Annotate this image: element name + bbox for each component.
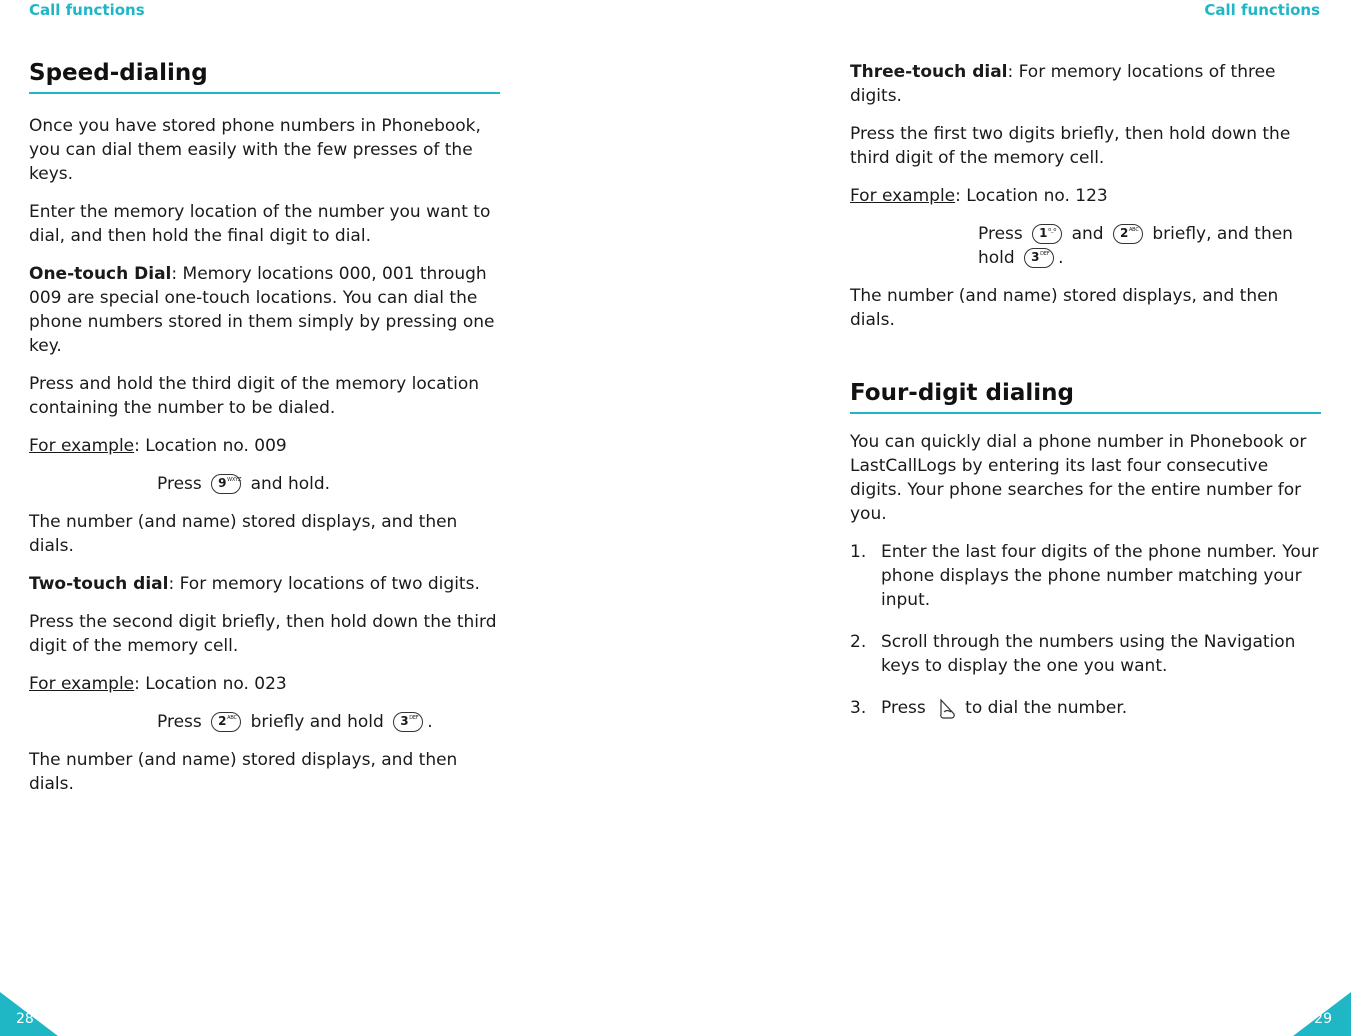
key-letters: o_o — [1048, 227, 1057, 233]
middle-text: briefly and hold — [250, 712, 384, 732]
briefly-text: briefly, and then — [1152, 224, 1293, 244]
key-letters: ABC — [1128, 227, 1139, 233]
example-line — [850, 184, 1321, 208]
key-digit: 2 — [1119, 226, 1129, 240]
paragraph: Press and hold the third digit of the memory location containing the number to be dialed. — [29, 374, 480, 418]
three-touch-paragraph — [850, 60, 1321, 108]
example-label: For example — [29, 674, 135, 694]
after-text: and hold. — [250, 474, 331, 494]
key-letters: WXYZ — [227, 477, 242, 483]
page-number-right: 29 — [1314, 1011, 1332, 1027]
after-text: to dial the number. — [965, 698, 1128, 718]
step-number: 2. — [850, 632, 867, 652]
step-number: 1. — [850, 542, 867, 562]
key-letters: DEF — [409, 715, 419, 721]
key-1-icon — [1032, 224, 1062, 244]
list-item — [850, 696, 1321, 721]
example-value: : Location no. 023 — [134, 674, 287, 694]
and-text: and — [1071, 224, 1104, 244]
steps-list — [850, 540, 1321, 721]
press-text: Press — [978, 224, 1023, 244]
section-title-four-digit-dialing: Four-digit dialing — [850, 378, 1321, 414]
term-description: : Memory locations 000, 001 through 009 are special one-touch locations. You can dial the phone numbers stored in them simply by pressing one key. — [29, 264, 495, 356]
paragraph: Press the second digit briefly, then hold down the third digit of the memory cell. — [29, 612, 497, 656]
example-value: : Location no. 009 — [134, 436, 287, 456]
paragraph: Once you have stored phone numbers in Phonebook, you can dial them easily with the few presses of the keys. — [29, 116, 481, 184]
key-2-icon — [211, 712, 241, 732]
term: Two-touch dial — [29, 574, 169, 594]
example-instruction — [29, 472, 500, 496]
paragraph: The number (and name) stored displays, and then dials. — [29, 750, 458, 794]
example-instruction — [850, 222, 1321, 270]
press-text: Press — [157, 474, 202, 494]
example-value: : Location no. 123 — [955, 186, 1108, 206]
key-digit: 3 — [1031, 250, 1040, 264]
step-number: 3. — [850, 698, 867, 718]
key-3-icon — [393, 712, 423, 732]
example-instruction — [29, 710, 500, 734]
step-text: Enter the last four digits of the phone number. Your phone displays the phone number matching your input. — [881, 542, 1319, 610]
term-description: : For memory locations of three digits. — [850, 62, 1276, 106]
running-header-left: Call functions — [29, 1, 145, 19]
example-label: For example — [850, 186, 956, 206]
section-title-speed-dialing: Speed-dialing — [29, 58, 500, 94]
page-number-left: 28 — [16, 1011, 34, 1027]
end-text: . — [427, 712, 433, 732]
two-touch-paragraph — [29, 572, 500, 596]
list-item — [850, 630, 1321, 678]
step-text: Scroll through the numbers using the Navigation keys to display the one you want. — [881, 632, 1296, 676]
left-page — [29, 0, 500, 810]
running-header-right: Call functions — [1204, 1, 1320, 19]
paragraph: Enter the memory location of the number you want to dial, and then hold the final digit to dial. — [29, 202, 491, 246]
press-text: Press — [881, 698, 926, 718]
right-page — [850, 0, 1321, 739]
paragraph: Press the first two digits briefly, then hold down the third digit of the memory cell. — [850, 124, 1291, 168]
list-item — [850, 540, 1321, 612]
paragraph: You can quickly dial a phone number in Phonebook or LastCallLogs by entering its last four consecutive digits. Your phone searches for the entire number for you. — [850, 432, 1307, 524]
key-9-icon — [211, 474, 241, 494]
key-letters: ABC — [227, 715, 237, 721]
key-digit: 2 — [218, 714, 227, 728]
key-letters: DEF — [1040, 251, 1050, 257]
key-digit: 1 — [1039, 226, 1048, 240]
hold-text: hold — [978, 248, 1015, 268]
send-key-icon — [937, 697, 959, 721]
press-text: Press — [157, 712, 202, 732]
key-digit: 3 — [400, 714, 409, 728]
key-2-icon — [1113, 224, 1143, 244]
paragraph: The number (and name) stored displays, and then dials. — [29, 512, 458, 556]
term: Three-touch dial — [850, 62, 1008, 82]
paragraph: The number (and name) stored displays, and then dials. — [850, 286, 1279, 330]
end-text: . — [1058, 248, 1064, 268]
term: One-touch Dial — [29, 264, 172, 284]
one-touch-paragraph — [29, 262, 500, 358]
key-digit: 9 — [218, 476, 227, 490]
example-line — [29, 434, 500, 458]
key-3-icon — [1024, 248, 1054, 268]
example-line — [29, 672, 500, 696]
term-description: : For memory locations of two digits. — [168, 574, 480, 594]
example-label: For example — [29, 436, 135, 456]
